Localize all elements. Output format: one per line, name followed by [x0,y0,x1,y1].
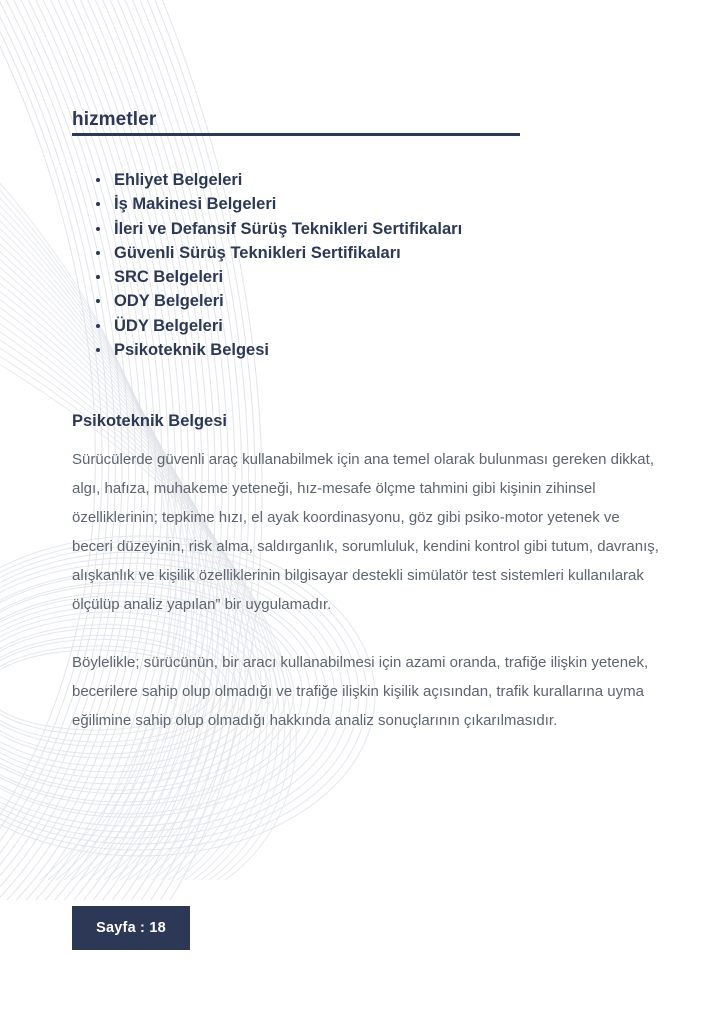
service-label: Güvenli Sürüş Teknikleri Sertifikaları [114,243,401,262]
service-label: ODY Belgeleri [114,292,224,311]
list-item [95,241,695,265]
page-title: hizmetler [72,108,157,130]
body-paragraph: Böylelikle; sürücünün, bir aracı kullanabilmesi için azami oranda, trafiğe ilişkin yetenek, becerilere sahip olup olmadığı ve trafiğe ilişkin kişilik açısından, trafik kurallarına uyma eğilimine sahip olup olmadığı hakkında analiz sonuçlarının çıkarılmasıdır. [72,654,649,729]
service-label: Ehliyet Belgeleri [114,171,243,189]
list-item [95,289,695,313]
page-number-badge [72,906,190,950]
service-label: İş Makinesi Belgeleri [114,195,277,214]
service-label: Psikoteknik Belgesi [114,341,269,360]
list-item [95,192,695,216]
list-item [95,168,695,192]
service-label: ÜDY Belgeleri [114,316,223,335]
title-divider [72,133,520,136]
section-heading: Psikoteknik Belgesi [72,411,227,430]
page-number-label: Sayfa : 18 [96,920,166,936]
list-item [95,314,695,338]
service-label: İleri ve Defansif Sürüş Teknikleri Sertifikaları [114,219,463,238]
list-item [95,265,695,289]
services-list [95,168,695,362]
list-item [95,217,695,241]
service-label: SRC Belgeleri [114,268,224,287]
list-item [95,338,695,362]
body-paragraph: Sürücülerde güvenli araç kullanabilmek için ana temel olarak bulunması gereken dikkat, algı, hafıza, muhakeme yeteneği, hız-mesafe ölçme tahmini gibi kişinin zihinsel özelliklerinin; tepkime hızı, el ayak koordinasyonu, göz gibi psiko-motor yetenek ve beceri düzeyinin, risk alma, saldırganlık, sorumluluk, kendini kontrol gibi tutum, davranış, alışkanlık ve kişilik özelliklerinin bilgisayar destekli simülatör test sistemleri kullanılarak ölçülüp analiz yapılan” bir uygulamadır. [72,451,659,613]
